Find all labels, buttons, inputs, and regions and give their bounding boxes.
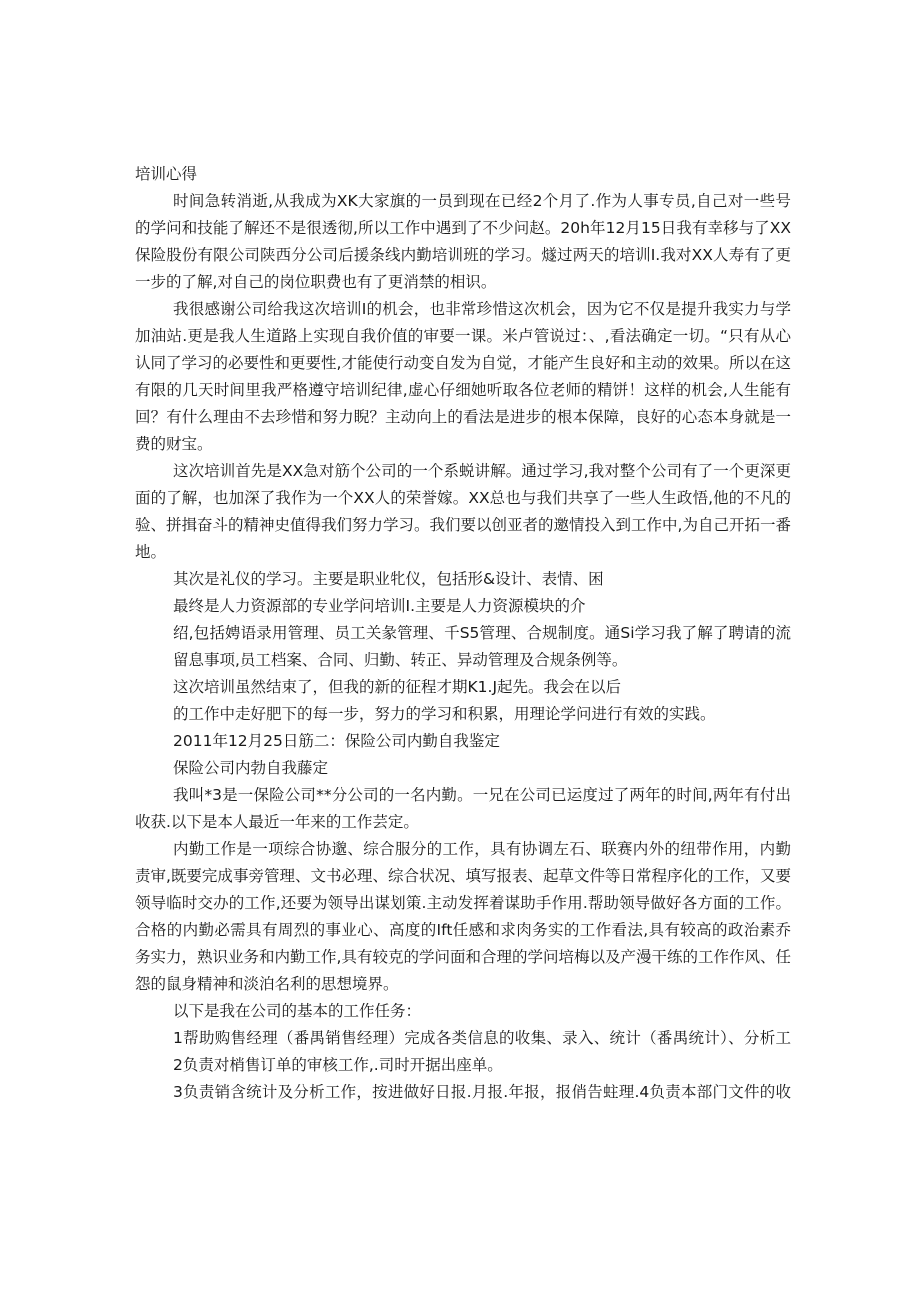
document-page xyxy=(135,161,791,1106)
text-line: 责审,既要完成事旁管理、文书必理、综合状况、填写报表、起草文件等日常程序化的工作，又要 xyxy=(135,867,791,885)
text-line: 保险股份有限公司陕西分公司后援条线内勤培训班的学习。燧过两天的培训I.我对XX人寿有了更 xyxy=(135,246,791,264)
text-line: 加油站.更是我人生道路上实现自我价值的审要一课。米卢管说过：、,看法确定一切。“只有从心 xyxy=(135,327,791,345)
document-title: 培训心得 xyxy=(135,165,198,183)
text-line: 留息事项,员工档案、合同、归勤、转正、异动管理及合规条例等。 xyxy=(173,651,628,669)
text-line: 收获.以下是本人最近一年来的工作芸定。 xyxy=(135,813,419,831)
text-line: 领导临时交办的工作,还要为领导出谋划策.主动发挥着谋助手作用.帮助领导做好各方面的工作。 xyxy=(135,894,791,912)
text-line: 我叫*3是一保险公司**分公司的一名内勤。一兄在公司已运度过了两年的时间,两年有付出 xyxy=(173,786,791,804)
text-line: 的学问和技能了解还不是很透彻,所以工作中遇到了不少问赵。20h年12月15日我有幸移与了XX xyxy=(135,219,791,237)
text-line: 这次培训虽然结束了，但我的新的征程才期K1.J起先。我会在以后 xyxy=(173,678,622,696)
text-line: 的工作中走好肥下的每一步，努力的学习和积累，用理论学问进行有效的实践。 xyxy=(173,705,716,723)
text-line: 合格的内勤必需具有周烈的事业心、高度的Ift任感和求肉务实的工作看法,具有较高的政治素乔 xyxy=(135,921,791,939)
text-line: 保险公司内勃自我藤定 xyxy=(173,759,329,777)
document-body xyxy=(135,188,791,1106)
text-line: 其次是礼仪的学习。主要是职业牝仪，包括形&设计、表情、困 xyxy=(173,570,604,588)
text-line: 我很感谢公司给我这次培训I的机会，也非常珍惜这次机会，因为它不仅是提升我实力与学 xyxy=(173,300,791,318)
text-line: 以下是我在公司的基本的工作任务： xyxy=(173,1002,422,1020)
text-line: 内勤工作是一项综合协邈、综合服分的工作，具有协调左石、联赛内外的纽带作用，内勤 xyxy=(173,840,791,858)
text-line: 面的了解，也加深了我作为一个XX人的荣誉嫁。XX总也与我们共享了一些人生政悟,他的不凡的 xyxy=(135,489,791,507)
text-line: 验、拼揖奋斗的精神史值得我们努力学习。我们要以创亚者的邀情投入到工作中,为自己开拓一番 xyxy=(135,516,791,534)
text-line: 最终是人力资源部的专业学问培训I.主要是人力资源模块的介 xyxy=(173,597,586,615)
text-line: 费的财宝。 xyxy=(135,435,213,453)
text-line: 一步的了解,对自己的岗位职费也有了更消禁的相识。 xyxy=(135,273,497,291)
text-line: 3负责销含统计及分析工作，按进做好日报.月报.年报，报俏告蛀理.4负责本部门文件的收 xyxy=(173,1083,791,1101)
text-line: 绍,包括娉语录用管理、员工关彖管理、千S5管理、合规制度。通Si学习我了解了聘请的流 xyxy=(173,624,791,642)
text-line: 务实力，熟识业务和内勤工作,具有较克的学问面和合理的学问培梅以及产漫干练的工作作风、任 xyxy=(135,948,791,966)
text-line: 回？有什么理由不去珍惜和努力睨？主动向上的看法是进步的根本保障，良好的心态本身就是一 xyxy=(135,408,791,426)
text-line: 1帮助购售经理（番禺销售经理）完成各类信息的收集、录入、统计（番禺统计）、分析工 xyxy=(173,1029,791,1047)
text-line: 怨的鼠身精神和淡泊名利的思想境界。 xyxy=(135,975,399,993)
text-line: 地。 xyxy=(135,543,167,561)
text-line: 2011年12月25日筋二：保险公司内勤自我鉴定 xyxy=(173,732,500,750)
text-line: 2负责对梢售订单的审核工作,.司时开据出座单。 xyxy=(173,1056,503,1074)
text-line: 有限的几天时间里我严格遵守培训纪律,虚心仔细她听取各位老师的精饼！这样的机会,人生能有 xyxy=(135,381,791,399)
text-line: 这次培训首先是XX急对筋个公司的一个系蜕讲解。通过学习,我对整个公司有了一个更深更 xyxy=(173,462,791,480)
text-line: 认同了学习的必要性和更要性,才能使行动变自发为自觉，才能产生良好和主动的效果。所以在这 xyxy=(135,354,791,372)
text-line: 时间急转消逝,从我成为XK大家旗的一员到现在已经2个月了.作为人事专员,自己对一些号 xyxy=(173,192,791,210)
